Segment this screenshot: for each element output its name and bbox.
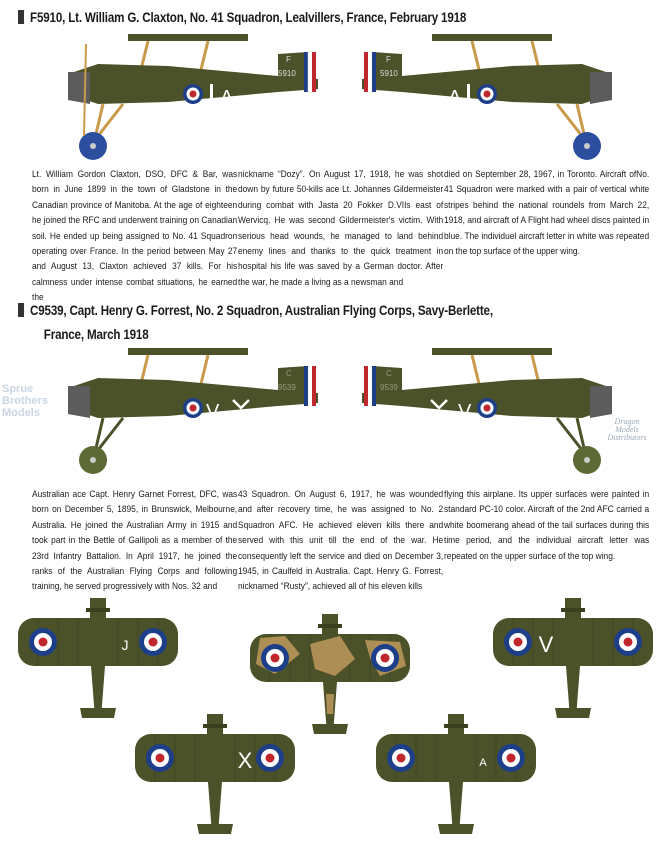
watermark-line: Models	[615, 425, 639, 434]
aircraft-drawing	[68, 34, 318, 160]
watermark-sprue-brothers	[2, 383, 48, 419]
serial-prefix: F	[386, 55, 391, 64]
serial-prefix: C	[386, 369, 392, 378]
section2-title-line1: C9539, Capt. Henry G. Forrest, No. 2 Squadron, Australian Flying Corps, Savy-Berlette,	[30, 303, 493, 318]
top-views	[0, 592, 671, 862]
watermark-dragon-models	[592, 418, 662, 442]
heading-marker	[18, 10, 24, 24]
aircraft-letter: A	[448, 87, 462, 109]
serial-number: 9539	[380, 383, 398, 392]
top-view-plane-1	[18, 598, 178, 718]
serial-number: 5910	[380, 69, 398, 78]
serial-number: 9539	[278, 383, 296, 392]
aircraft-profile-claxton-left	[28, 24, 328, 164]
top-view-plane-2-camouflage	[250, 614, 410, 734]
serial-prefix: C	[286, 369, 292, 378]
bio-column-3: flying this airplane. Its upper surfaces were painted in standard PC-10 color. Aircraft of the 2nd AFC carried a white boomerang ahead of the tail surfaces during this time period, and the individual aircraft letter was repeated on the upper surface of the top wing.	[444, 489, 650, 561]
aircraft-letter: V	[458, 401, 472, 423]
watermark-line: Sprue	[2, 383, 34, 395]
aircraft-letter: A	[220, 87, 234, 109]
bio-column-3: died on September 28, 1967, in Toronto. Aircraft ofNo. 41 Squadron were marked with a pair of vertical white stripes behind the national roundels from March 22, 1918, and aircraft of A Flight had wheel discs painted in blue. The individuel aircraft letter in white was repeated on the top surface of the upper wing.	[444, 169, 650, 257]
bio-column-1: Lt. William Gordon Claxton, DSO, DFC & Bar, was born in June 1899 in the town of Gladstone in the Canadian province of Manitoba. At the age of eighteen he joined the RFC and underwent training on Canadian soil. He ended up being assigned to No. 41 Squadron operating over France. In the period between May 27 and August 13, Claxton achieved 37 kills. For his calmness under intense combat situations, he earned the	[32, 169, 238, 303]
aircraft-drawing	[68, 348, 318, 474]
top-view-plane-5	[376, 714, 536, 834]
heading-marker	[18, 303, 24, 317]
bio-column-1: Australian ace Capt. Henry Garnet Forrest, DFC, was born on December 5, 1895, in Brunswick, Melbourne, Australia. He joined the Australian Army in 1915 and took part in the Bettle of Gallipoli as a member of the 23rd Infantry Battalion. In April 1917, he joined the ranks of the Australian Flying Corps and following training, he served progressively with Nos. 32 and	[32, 489, 238, 592]
bio-column-2: 43 Squadron. On August 6, 1917, he was wounded and after recovery time, he was assigned to No. 2 Squadron AFC. He achieved eleven kills there and served with this unit till the end of the war. He consequently left the service and died on December 3, 1945, in Caulfeld in Australia. Capt. Henry G. Forrest, nicknamed “Rusty”, achieved all of his eleven kills	[238, 489, 444, 592]
top-view-plane-4	[135, 714, 295, 834]
aircraft-letter: J	[121, 637, 129, 653]
aircraft-profile-forrest-right	[352, 338, 652, 478]
aircraft-letter: X	[237, 748, 253, 773]
aircraft-drawing	[362, 34, 612, 160]
aircraft-letter: A	[479, 757, 487, 769]
bio-column-2: nickname “Dozy”. On August 17, 1918, he was shot down by future 50-kills ace Lt. Johannes Gildermeister during combat with Jasta 20 Fokker D.VIIs east of Wervicq. He was second Gildermeister's victim. With serious head wounds, he managed to land behind enemy lines and thanks to the quick treatment in hospital his life was saved by a German doctor. After the war, he made a living as a newsman and	[238, 169, 444, 287]
section2-title-line2: France, March 1918	[43, 327, 149, 342]
aircraft-profile-claxton-right	[352, 24, 652, 164]
watermark-line: Models	[2, 407, 40, 419]
watermark-line: Dragon	[614, 417, 640, 426]
watermark-line: Distributors	[607, 433, 647, 442]
top-view-plane-3	[493, 598, 653, 718]
aircraft-profile-forrest-left	[28, 338, 328, 478]
aircraft-drawing	[362, 348, 612, 474]
serial-number: 5910	[278, 69, 296, 78]
aircraft-letter: V	[538, 632, 554, 657]
watermark-line: Brothers	[2, 395, 48, 407]
serial-prefix: F	[286, 55, 291, 64]
section1-title-text: F5910, Lt. William G. Claxton, No. 41 Squadron, Lealvillers, France, February 1918	[30, 10, 467, 25]
aircraft-letter: V	[206, 401, 220, 423]
